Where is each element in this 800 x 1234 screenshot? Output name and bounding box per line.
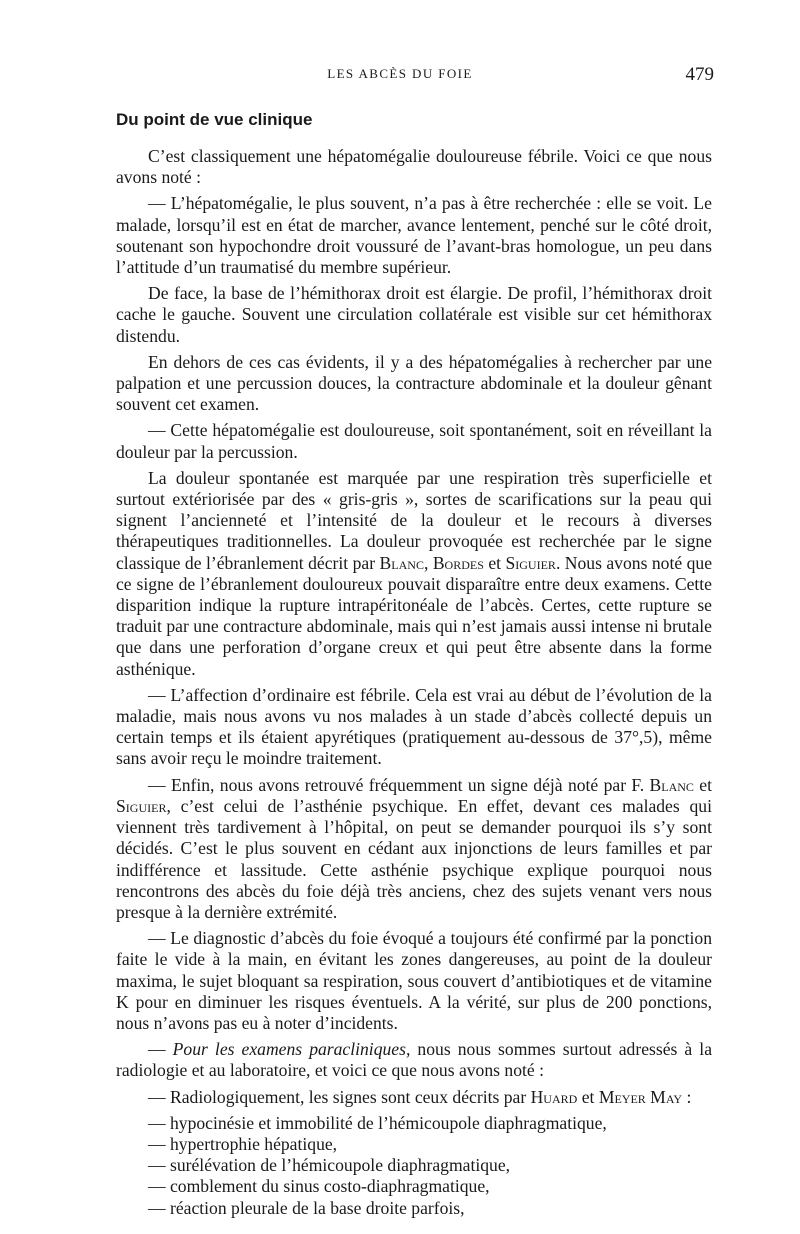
paragraph-3: De face, la base de l’hémithorax droit est élargie. De profil, l’hémithorax droit cache le gauche. Souvent une circulation collatérale est visible sur cet hémithorax distendu.: [116, 283, 712, 346]
body-text: [116, 146, 712, 1219]
text-run: . Nous avons noté que ce signe de l’ébranlement douloureux pouvait disparaître entre deux examens. Cette disparition indique la rupture intrapéritonéale de l’abcès. Certes, cette rupture se traduit par une contracture abdominale, mais qui n’est jamais aussi intense ni brutale que dans une perforation d’organe creux et qui peut être absente dans la forme asthénique.: [116, 552, 713, 679]
paragraph-2: — L’hépatomégalie, le plus souvent, n’a pas à être recherchée : elle se voit. Le malade, lorsqu’il est en état de marcher, avance lentement, penché sur le côté droit, soutenant son hypochondre droit voussuré de l’avant-bras homologue, un peu dans l’attitude d’un traumatisé du membre supérieur.: [116, 193, 712, 278]
paragraph-1: C’est classiquement une hépatomégalie douloureuse fébrile. Voici ce que nous avons noté :: [116, 146, 712, 188]
paragraph-10: [116, 1039, 712, 1081]
author-name: Bordes: [432, 552, 484, 573]
list-item: — hypertrophie hépatique,: [148, 1133, 338, 1154]
paragraph-7: — L’affection d’ordinaire est fébrile. Cela est vrai au début de l’évolution de la maladie, mais nous avons vu nos malades à un stade d’abcès collecté depuis un certain temps et ils étaient apyrétiques (pratiquement au-dessous de 37°,5), même sans avoir reçu le moindre traitement.: [116, 684, 712, 769]
text-run: ,: [423, 552, 433, 573]
page-number: 479: [685, 64, 714, 85]
list-item: — hypocinésie et immobilité de l’hémicoupole diaphragmatique,: [148, 1112, 607, 1133]
section-heading: Du point de vue clinique: [116, 110, 313, 129]
italic-phrase: Pour les examens paracliniques,: [172, 1039, 411, 1060]
running-title: LES ABCÈS DU FOIE: [327, 66, 473, 81]
list-item: — réaction pleurale de la base droite parfois,: [148, 1197, 465, 1218]
text-run: — Radiologiquement, les signes sont ceux décrits par: [148, 1086, 531, 1107]
author-name: Siguier: [116, 795, 167, 816]
text-run: :: [682, 1086, 692, 1107]
text-run: et: [693, 774, 712, 795]
text-run: — Enfin, nous avons retrouvé fréquemment un signe déjà noté par F.: [148, 774, 650, 795]
text-run: et: [577, 1086, 599, 1107]
list-item: — comblement du sinus costo-diaphragmatique,: [148, 1176, 490, 1197]
author-name: Blanc: [649, 774, 694, 795]
text-run: La douleur spontanée est marquée par une respiration très superficielle et surtout extériorisée par des « gris-gris », sortes de scarifications sur la peau qui signent l’ancienneté et l’intensité de la douleur et le recours à diverses thérapeutiques traditionnelles. La douleur provoquée est recherchée par le signe classique de l’ébranlement décrit par: [116, 467, 712, 573]
text-run: et: [483, 552, 506, 573]
author-name: Blanc: [379, 552, 424, 573]
list-item: — surélévation de l’hémicoupole diaphragmatique,: [148, 1155, 511, 1176]
author-name: Huard: [530, 1086, 578, 1107]
text-run: —: [148, 1039, 173, 1060]
paragraph-11: [116, 1087, 712, 1108]
author-name: Meyer May: [598, 1086, 683, 1107]
author-name: Siguier: [505, 552, 556, 573]
paragraph-4: En dehors de ces cas évidents, il y a des hépatomégalies à rechercher par une palpation et une percussion douces, la contracture abdominale et la douleur gênant souvent cet examen.: [116, 351, 712, 415]
text-run: , c’est celui de l’asthénie psychique. En effet, devant ces malades qui viennent très tardivement à l’hôpital, on peut se demander pourquoi ils s’y sont décidés. C’est le plus souvent en cédant aux injonctions de leurs familles et par indifférence et lassitude. Cette asthénie psychique explique pourquoi nous rencontrons des abcès du foie déjà très anciens, chez des sujets venant vers nous presque à la dernière extrémité.: [116, 795, 712, 922]
paragraph-9: — Le diagnostic d’abcès du foie évoqué a toujours été confirmé par la ponction faite le vide à la main, en évitant les zones dangereuses, au point de la douleur maxima, le sujet bloquant sa respiration, sous couvert d’antibiotiques et de vitamine K pour en diminuer les risques éventuels. A la vérité, sur plus de 200 ponctions, nous n’avons pas eu à noter d’incidents.: [116, 928, 712, 1033]
radiology-signs-list: [116, 1113, 712, 1219]
paragraph-5: — Cette hépatomégalie est douloureuse, soit spontanément, soit en réveillant la douleur par la percussion.: [116, 420, 712, 462]
text-run: nous nous sommes surtout adressés à la radiologie et au laboratoire, et voici ce que nous avons noté :: [116, 1039, 713, 1081]
paragraph-6: [116, 468, 712, 680]
paragraph-8: [116, 775, 712, 923]
